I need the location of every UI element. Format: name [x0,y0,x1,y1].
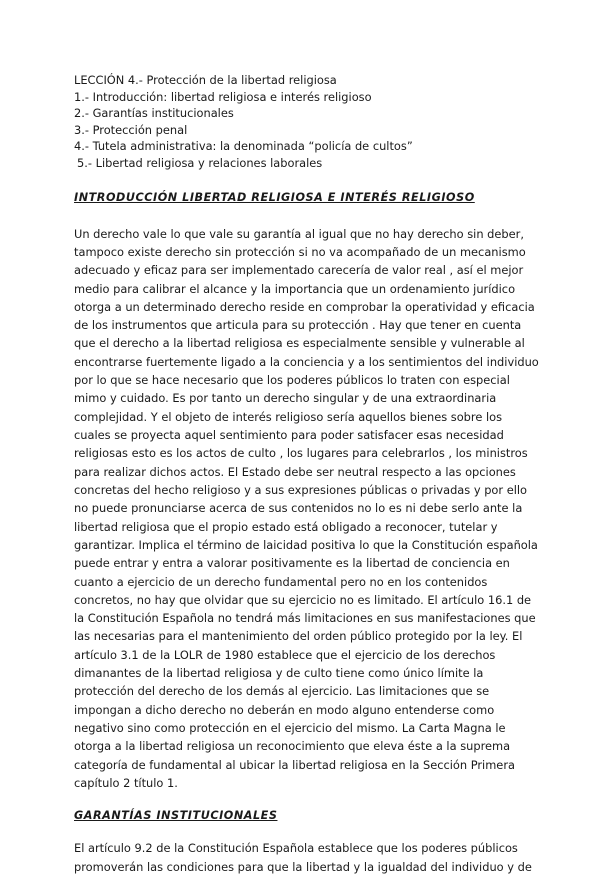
lesson-outline [74,72,526,172]
paragraph-line: categoría de fundamental al ubicar la libertad religiosa en la Sección Primera [74,757,515,772]
paragraph-line: protección del derecho de los demás al ejercicio. Las limitaciones que se [74,684,490,699]
paragraph-line: libertad religiosa que el propio estado está obligado a reconocer, tutelar y [74,519,498,534]
lesson-title: LECCIÓN 4.- Protección de la libertad religiosa [74,73,337,87]
section-heading-introduccion: INTRODUCCIÓN LIBERTAD RELIGIOSA E INTERÉS RELIGIOSO [74,190,475,204]
paragraph-line: la Constitución Española no tendrá más limitaciones en sus manifestaciones que [74,611,536,626]
paragraph-line: El artículo 9.2 de la Constitución Española establece que los poderes públicos [74,841,518,856]
outline-item: 3.- Protección penal [74,122,188,137]
paragraph-line: cuales se proyecta aquel sentimiento para poder satisfacer esas necesidad [74,428,504,442]
paragraph-line: para realizar dichos actos. El Estado debe ser neutral respecto a las opciones [74,464,516,479]
paragraph-line: garantizar. Implica el término de laicidad positiva lo que la Constitución española [74,537,538,552]
paragraph-line: medio para calibrar el alcance y la importancia que un ordenamiento jurídico [74,281,516,296]
paragraph-line: artículo 3.1 de la LOLR de 1980 establece que el ejercicio de los derechos [74,647,496,662]
paragraph-line: dimanantes de la libertad religiosa y de culto tiene como único límite la [74,666,484,681]
paragraph-line: Un derecho vale lo que vale su garantía al igual que no hay derecho sin deber, [74,226,524,241]
paragraph-line: cuanto a ejercicio de un derecho fundamental pero no en los contenidos [74,574,488,589]
paragraph-line: otorga a un determinado derecho reside en comprobar la operatividad y eficacia [74,299,535,314]
section-heading-garantias: GARANTÍAS INSTITUCIONALES [74,809,278,823]
paragraph-line: otorga a la libertad religiosa un reconocimiento que eleva éste a la suprema [74,739,511,754]
paragraph-line: encontrarse fuertemente ligado a la conciencia y a los sentimientos del individuo [74,354,539,369]
paragraph-line: religiosas esto es los actos de culto , los lugares para celebrarlos , los ministros [74,446,528,461]
paragraph-line: las necesarias para el mantenimiento del orden público protegido por la ley. El [74,629,523,644]
outline-item: 2.- Garantías institucionales [74,106,234,121]
paragraph-line: complejidad. Y el objeto de interés religioso sería aquellos bienes sobre los [74,409,503,424]
paragraph-line: de los instrumentos que articula para su protección . Hay que tener en cuenta [74,318,522,333]
paragraph-line: concretas del hecho religioso y a sus expresiones públicas o privadas y por ello [74,482,528,497]
paragraph-line: concretos, no hay que olvidar que su ejercicio no es limitado. El artículo 16.1 de [74,592,532,607]
paragraph-line: impongan a dicho derecho no deberán en modo alguno entenderse como [74,702,495,717]
outline-item: 5.- Libertad religiosa y relaciones laborales [77,155,323,170]
outline-item: 1.- Introducción: libertad religiosa e interés religioso [74,89,372,104]
paragraph-line: no puede pronunciarse acerca de sus contenidos no lo es ni debe serlo ante la [74,501,523,516]
paragraph-line: que el derecho a la libertad religiosa es especialmente sensible y vulnerable al [74,336,525,351]
paragraph-line: puede entrar y entra a valorar positivamente es la libertad de conciencia en [74,556,510,571]
document-page [74,72,539,876]
paragraph-line: promoverán las condiciones para que la libertad y la igualdad del individuo y de [74,859,532,874]
paragraph-line: mimo y cuidado. Es por tanto un derecho singular y de una extraordinaria [74,391,497,406]
paragraph-line: capítulo 2 título 1. [74,775,178,790]
outline-item: 4.- Tutela administrativa: la denominada “policía de cultos” [74,139,413,154]
paragraph-line: tampoco existe derecho sin protección si no va acompañado de un mecanismo [74,244,526,259]
paragraph-line: por lo que se hace necesario que los poderes públicos lo traten con especial [74,373,510,388]
garantias-paragraph [74,839,532,876]
introduccion-paragraph [74,225,539,793]
paragraph-line: negativo sino como protección en el ejercicio del mismo. La Carta Magna le [74,721,506,735]
paragraph-line: adecuado y eficaz para ser implementado carecería de valor real , así el mejor [74,263,524,278]
